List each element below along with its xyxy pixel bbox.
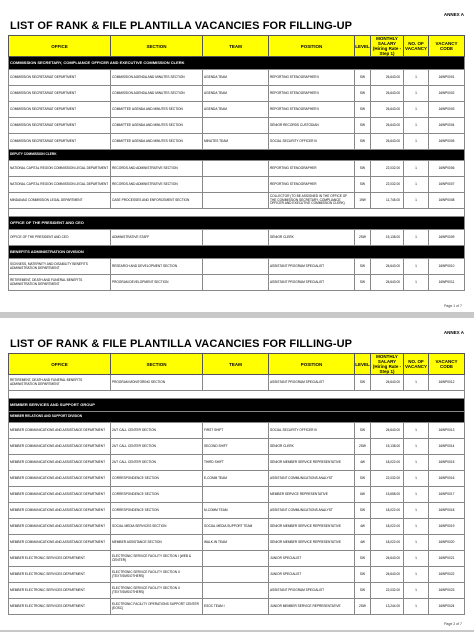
col-vacancy-count: NO. OF VACANCY	[404, 354, 429, 375]
office-cell: COMMISSION SECRETARIAT DEPARTMENT	[9, 70, 111, 86]
table-row	[9, 583, 465, 599]
position-cell: COLLECTOR (TO BE ASSIGNED IN THE OFFICE OF THE COMMISSION SECRETARY, COMPLIANCE OFFICER AND EXECUTIVE COMMISSION CLERK)	[269, 193, 355, 209]
vacancy-code-cell: 16WP0018	[429, 503, 465, 519]
vacancy-code-cell: 16WP0010	[429, 259, 465, 275]
office-cell: SICKNESS, MATERNITY AND DISABILITY BENEFITS ADMINISTRATION DEPARTMENT	[9, 259, 111, 275]
col-section: SECTION	[111, 36, 203, 57]
vacancy-count-cell: 1	[404, 487, 429, 503]
team-cell: AGENDA TEAM	[203, 102, 269, 118]
team-cell: ESOC TEAM I	[203, 599, 269, 615]
vacancy-code-cell: 16WP0009	[429, 230, 465, 246]
level-cell: SW	[355, 177, 371, 193]
salary-cell: 26,643.00	[371, 70, 404, 86]
spacer-row	[9, 391, 465, 399]
office-cell: COMMISSION SECRETARIAT DEPARTMENT	[9, 86, 111, 102]
position-cell: REPORTING STENOGRAPHER II	[269, 70, 355, 86]
office-cell: RETIREMENT, DEATH AND FUNERAL BENEFITS ADMINISTRATION DEPARTMENT	[9, 275, 111, 291]
vacancy-count-cell: 1	[404, 86, 429, 102]
vacancy-count-cell: 1	[404, 275, 429, 291]
col-office: OFFICE	[9, 36, 111, 57]
table-row	[9, 375, 465, 391]
table-row	[9, 177, 465, 193]
document-title: LIST OF RANK & FILE PLANTILLA VACANCIES FOR FILLING-UP	[10, 20, 353, 32]
level-cell: 4W	[355, 455, 371, 471]
vacancy-code-cell: 16WP0017	[429, 487, 465, 503]
position-cell: ASSISTANT PROGRAM SPECIALIST	[269, 583, 355, 599]
vacancy-code-cell: 16WP0020	[429, 535, 465, 551]
level-cell: SW	[355, 275, 371, 291]
salary-cell: 15,138.00	[371, 439, 404, 455]
team-cell: MINUTES TEAM	[203, 134, 269, 150]
table-row	[9, 70, 465, 86]
position-cell: JUNIOR MEMBER SERVICE REPRESENTATIVE	[269, 599, 355, 615]
salary-cell: 18,022.00	[371, 519, 404, 535]
salary-cell: 18,022.00	[371, 535, 404, 551]
vacancy-code-cell: 16WP0021	[429, 551, 465, 567]
vacancy-code-cell: 16WP0011	[429, 275, 465, 291]
vacancy-code-cell: 16WP0008	[429, 193, 465, 209]
level-cell: SW	[355, 70, 371, 86]
level-cell: 2SW	[355, 439, 371, 455]
section-header-row	[9, 246, 465, 259]
level-cell: SW	[355, 423, 371, 439]
table-row	[9, 551, 465, 567]
section-header: COMMISSION SECRETARY, COMPLIANCE OFFICER AND EXECUTIVE COMMISSION CLERK	[9, 57, 465, 70]
vacancy-code-cell: 16WP0019	[429, 519, 465, 535]
level-cell: SW	[355, 86, 371, 102]
section-cell: SOCIAL MEDIA SERVICES SECTION	[111, 519, 203, 535]
table-row	[9, 275, 465, 291]
table-row	[9, 259, 465, 275]
section-header: BENEFITS ADMINISTRATION DIVISION	[9, 246, 465, 259]
section-header: MEMBER SERVICES AND SUPPORT GROUP	[9, 399, 465, 412]
table-row	[9, 134, 465, 150]
section-cell: PROGRAM MONITORING SECTION	[111, 375, 203, 391]
salary-cell: 18,022.00	[371, 455, 404, 471]
vacancy-count-cell: 1	[404, 161, 429, 177]
vacancy-code-cell: 16WP0016	[429, 471, 465, 487]
team-cell: THIRD SHIFT	[203, 455, 269, 471]
team-cell	[203, 177, 269, 193]
position-cell: SENIOR CLERK	[269, 230, 355, 246]
vacancy-code-cell: 16WP0013	[429, 423, 465, 439]
vacancy-code-cell: 16WP0001	[429, 70, 465, 86]
document-page-1	[0, 0, 474, 312]
salary-cell: 11,745.00	[371, 193, 404, 209]
vacancy-code-cell: 16WP0022	[429, 567, 465, 583]
salary-cell: 22,032.00	[371, 161, 404, 177]
vacancy-code-cell: 16WP0005	[429, 134, 465, 150]
vacancy-code-cell: 16WP0002	[429, 86, 465, 102]
vacancy-table	[8, 353, 465, 615]
office-cell: COMMISSION SECRETARIAT DEPARTMENT	[9, 134, 111, 150]
table-header-row	[9, 354, 465, 375]
vacancy-code-cell: 16WP0003	[429, 102, 465, 118]
vacancy-count-cell: 1	[404, 439, 429, 455]
office-cell: MEMBER COMMUNICATIONS AND ASSISTANCE DEPARTMENT	[9, 519, 111, 535]
salary-cell: 26,643.00	[371, 118, 404, 134]
level-cell: 2SW	[355, 599, 371, 615]
col-team: TEAM	[203, 354, 269, 375]
vacancy-count-cell: 1	[404, 551, 429, 567]
position-cell: SENIOR MEMBER SERVICE REPRESENTATIVE	[269, 455, 355, 471]
table-row	[9, 471, 465, 487]
section-cell: ELECTRONIC SERVICE FACILITY SECTION II (TEXT/SMS/OTHERS)	[111, 567, 203, 583]
section-cell: COMMITTEE AGENDA AND MINUTES SECTION	[111, 118, 203, 134]
team-cell	[203, 161, 269, 177]
col-position: POSITION	[269, 354, 355, 375]
position-cell: SENIOR MEMBER SERVICE REPRESENTATIVE	[269, 519, 355, 535]
team-cell	[203, 193, 269, 209]
section-cell: RECORDS AND ADMINISTRATIVE SECTION	[111, 177, 203, 193]
section-header-row	[9, 57, 465, 70]
office-cell: NATIONAL CAPITAL REGION COMMISSION LEGAL DEPARTMENT	[9, 177, 111, 193]
salary-cell: 18,022.00	[371, 503, 404, 519]
salary-cell: 13,244.00	[371, 599, 404, 615]
section-cell: 24/7 CALL CENTER SECTION	[111, 455, 203, 471]
team-cell: AGENDA TEAM	[203, 70, 269, 86]
section-cell: CORRESPONDENCE SECTION	[111, 471, 203, 487]
section-cell: RESEARCH AND DEVELOPMENT SECTION	[111, 259, 203, 275]
team-cell: SECOND SHIFT	[203, 439, 269, 455]
vacancy-count-cell: 1	[404, 259, 429, 275]
salary-cell: 26,643.00	[371, 375, 404, 391]
position-cell: SENIOR RECORDS CUSTODIAN	[269, 118, 355, 134]
team-cell	[203, 487, 269, 503]
office-cell: MEMBER COMMUNICATIONS AND ASSISTANCE DEPARTMENT	[9, 423, 111, 439]
spacer-cell	[9, 391, 465, 399]
team-cell	[203, 230, 269, 246]
level-cell: SW	[355, 567, 371, 583]
section-cell: MEMBER ASSISTANCE SECTION	[111, 535, 203, 551]
team-cell: WALK-IN TEAM	[203, 535, 269, 551]
table-row	[9, 599, 465, 615]
level-cell: SW	[355, 375, 371, 391]
salary-cell: 22,032.00	[371, 583, 404, 599]
position-cell: MEMBER SERVICE REPRESENTATIVE	[269, 487, 355, 503]
col-salary: MONTHLY SALARY (Hiring Rate - Step 1)	[371, 36, 404, 57]
col-level: LEVEL	[355, 36, 371, 57]
vacancy-count-cell: 1	[404, 455, 429, 471]
team-cell	[203, 583, 269, 599]
position-cell: SOCIAL SECURITY OFFICER III	[269, 134, 355, 150]
office-cell: MEMBER COMMUNICATIONS AND ASSISTANCE DEPARTMENT	[9, 487, 111, 503]
table-row	[9, 567, 465, 583]
level-cell: SW	[355, 102, 371, 118]
vacancy-count-cell: 1	[404, 519, 429, 535]
col-salary: MONTHLY SALARY (Hiring Rate - Step 1)	[371, 354, 404, 375]
section-cell: CASE PROCESSES AND ENFORCEMENT SECTION	[111, 193, 203, 209]
office-cell: MEMBER COMMUNICATIONS AND ASSISTANCE DEPARTMENT	[9, 439, 111, 455]
office-cell: MEMBER COMMUNICATIONS AND ASSISTANCE DEPARTMENT	[9, 535, 111, 551]
office-cell: COMMISSION SECRETARIAT DEPARTMENT	[9, 102, 111, 118]
team-cell: M-COMM TEAM	[203, 503, 269, 519]
section-header: OFFICE OF THE PRESIDENT AND CEO	[9, 217, 465, 230]
position-cell: REPORTING STENOGRAPHER	[269, 177, 355, 193]
table-row	[9, 487, 465, 503]
position-cell: JUNIOR SPECIALIST	[269, 567, 355, 583]
table-row	[9, 118, 465, 134]
team-cell: E-COMM TEAM	[203, 471, 269, 487]
level-cell: SW	[355, 161, 371, 177]
section-cell: ELECTRONIC FACILITY OPERATIONS SUPPORT CENTER (EOSC)	[111, 599, 203, 615]
section-cell: ELECTRONIC SERVICE FACILITY SECTION II (TEXT/SMS/OTHERS)	[111, 583, 203, 599]
team-cell	[203, 551, 269, 567]
salary-cell: 26,643.00	[371, 134, 404, 150]
section-header-row	[9, 399, 465, 412]
office-cell: MEMBER ELECTRONIC SERVICES DEPARTMENT	[9, 551, 111, 567]
vacancy-code-cell: 16WP0007	[429, 177, 465, 193]
col-level: LEVEL	[355, 354, 371, 375]
team-cell: SOCIAL MEDIA SUPPORT TEAM	[203, 519, 269, 535]
section-cell: COMMITTEE AGENDA AND MINUTES SECTION	[111, 102, 203, 118]
section-cell: COMMISSION AGENDA AND MINUTES SECTION	[111, 70, 203, 86]
section-cell: CORRESPONDENCE SECTION	[111, 503, 203, 519]
office-cell: MEMBER COMMUNICATIONS AND ASSISTANCE DEPARTMENT	[9, 503, 111, 519]
salary-cell: 22,032.00	[371, 177, 404, 193]
level-cell: 4W	[355, 535, 371, 551]
vacancy-count-cell: 1	[404, 599, 429, 615]
document-title: LIST OF RANK & FILE PLANTILLA VACANCIES FOR FILLING-UP	[10, 338, 353, 350]
vacancy-count-cell: 1	[404, 230, 429, 246]
vacancy-count-cell: 1	[404, 118, 429, 134]
vacancy-code-cell: 16WP0006	[429, 161, 465, 177]
position-cell: ASSISTANT PROGRAM SPECIALIST	[269, 375, 355, 391]
page-number: Page 1 of 7	[444, 304, 462, 308]
vacancy-code-cell: 16WP0004	[429, 118, 465, 134]
section-cell: ADMINISTRATIVE STAFF	[111, 230, 203, 246]
salary-cell: 26,643.00	[371, 551, 404, 567]
team-cell: AGENDA TEAM	[203, 86, 269, 102]
level-cell: SW	[355, 259, 371, 275]
vacancy-count-cell: 1	[404, 535, 429, 551]
level-cell: SW	[355, 471, 371, 487]
section-header-row	[9, 150, 465, 161]
level-cell: SW	[355, 503, 371, 519]
level-cell: SW	[355, 118, 371, 134]
table-row	[9, 102, 465, 118]
table-row	[9, 423, 465, 439]
page-number: Page 2 of 7	[444, 622, 462, 626]
section-cell: ELECTRONIC SERVICE FACILITY SECTION I (WEB & CENTER)	[111, 551, 203, 567]
salary-cell: 26,643.00	[371, 423, 404, 439]
table-row	[9, 161, 465, 177]
position-cell: REPORTING STENOGRAPHER II	[269, 86, 355, 102]
vacancy-code-cell: 16WP0014	[429, 439, 465, 455]
vacancy-count-cell: 1	[404, 70, 429, 86]
table-header-row	[9, 36, 465, 57]
table-row	[9, 503, 465, 519]
annex-label: ANNEX A	[443, 12, 464, 17]
col-vacancy-count: NO. OF VACANCY	[404, 36, 429, 57]
office-cell: MEMBER COMMUNICATIONS AND ASSISTANCE DEPARTMENT	[9, 455, 111, 471]
team-cell: FIRST SHIFT	[203, 423, 269, 439]
spacer-cell	[9, 209, 465, 217]
table-row	[9, 535, 465, 551]
level-cell: SW	[355, 551, 371, 567]
office-cell: COMMISSION SECRETARIAT DEPARTMENT	[9, 118, 111, 134]
salary-cell: 26,643.00	[371, 102, 404, 118]
salary-cell: 26,643.00	[371, 567, 404, 583]
team-cell	[203, 118, 269, 134]
section-cell: CORRESPONDENCE SECTION	[111, 487, 203, 503]
office-cell: MINDANAO COMMISSION LEGAL DEPARTMENT	[9, 193, 111, 209]
vacancy-table	[8, 35, 465, 291]
position-cell: SOCIAL SECURITY OFFICER III	[269, 423, 355, 439]
salary-cell: 26,643.00	[371, 275, 404, 291]
col-office: OFFICE	[9, 354, 111, 375]
vacancy-count-cell: 1	[404, 423, 429, 439]
col-section: SECTION	[111, 354, 203, 375]
vacancy-count-cell: 1	[404, 471, 429, 487]
section-cell: 24/7 CALL CENTER SECTION	[111, 439, 203, 455]
position-cell: ASSISTANT PROGRAM SPECIALIST	[269, 259, 355, 275]
level-cell: 6W	[355, 487, 371, 503]
table-row	[9, 86, 465, 102]
team-cell	[203, 275, 269, 291]
position-cell: JUNIOR SPECIALIST	[269, 551, 355, 567]
vacancy-count-cell: 1	[404, 567, 429, 583]
table-row	[9, 439, 465, 455]
level-cell: SW	[355, 583, 371, 599]
level-cell: 2SW	[355, 230, 371, 246]
position-cell: REPORTING STENOGRAPHER	[269, 161, 355, 177]
level-cell: 4W	[355, 519, 371, 535]
position-cell: ASSISTANT PROGRAM SPECIALIST	[269, 275, 355, 291]
col-vacancy-code: VACANCY CODE	[429, 36, 465, 57]
section-header-row	[9, 412, 465, 423]
level-cell: 19W	[355, 193, 371, 209]
spacer-row	[9, 209, 465, 217]
team-cell	[203, 375, 269, 391]
office-cell: MEMBER ELECTRONIC SERVICES DEPARTMENT	[9, 583, 111, 599]
vacancy-count-cell: 1	[404, 503, 429, 519]
vacancy-code-cell: 16WP0015	[429, 455, 465, 471]
section-cell: COMMITTEE AGENDA AND MINUTES SECTION	[111, 134, 203, 150]
office-cell: MEMBER COMMUNICATIONS AND ASSISTANCE DEPARTMENT	[9, 471, 111, 487]
office-cell: MEMBER ELECTRONIC SERVICES DEPARTMENT	[9, 599, 111, 615]
col-position: POSITION	[269, 36, 355, 57]
section-header: MEMBER RELATIONS AND SUPPORT DIVISION	[9, 412, 465, 423]
table-row	[9, 455, 465, 471]
table-row	[9, 519, 465, 535]
vacancy-count-cell: 1	[404, 102, 429, 118]
vacancy-count-cell: 1	[404, 193, 429, 209]
col-vacancy-code: VACANCY CODE	[429, 354, 465, 375]
team-cell	[203, 567, 269, 583]
section-cell: 24/7 CALL CENTER SECTION	[111, 423, 203, 439]
salary-cell: 26,643.00	[371, 86, 404, 102]
section-cell: COMMISSION AGENDA AND MINUTES SECTION	[111, 86, 203, 102]
document-page-2	[0, 318, 474, 630]
vacancy-count-cell: 1	[404, 177, 429, 193]
salary-cell: 22,032.00	[371, 471, 404, 487]
col-team: TEAM	[203, 36, 269, 57]
position-cell: ASSISTANT COMMUNICATIONS ANALYST	[269, 471, 355, 487]
salary-cell: 15,138.00	[371, 230, 404, 246]
vacancy-code-cell: 16WP0012	[429, 375, 465, 391]
table-row	[9, 230, 465, 246]
vacancy-code-cell: 16WP0023	[429, 583, 465, 599]
vacancy-count-cell: 1	[404, 375, 429, 391]
section-header: DEPUTY COMMISSION CLERK	[9, 150, 465, 161]
office-cell: OFFICE OF THE PRESIDENT AND CEO	[9, 230, 111, 246]
office-cell: MEMBER ELECTRONIC SERVICES DEPARTMENT	[9, 567, 111, 583]
office-cell: RETIREMENT, DEATH AND FUNERAL BENEFITS ADMINISTRATION DEPARTMENT	[9, 375, 111, 391]
office-cell: NATIONAL CAPITAL REGION COMMISSION LEGAL DEPARTMENT	[9, 161, 111, 177]
position-cell: ASSISTANT COMMUNICATIONS ANALYST	[269, 503, 355, 519]
vacancy-count-cell: 1	[404, 583, 429, 599]
vacancy-count-cell: 1	[404, 134, 429, 150]
annex-label: ANNEX A	[443, 330, 464, 335]
salary-cell: 15,658.00	[371, 487, 404, 503]
section-cell: PROGRAM DEVELOPMENT SECTION	[111, 275, 203, 291]
position-cell: SENIOR CLERK	[269, 439, 355, 455]
position-cell: SENIOR MEMBER SERVICE REPRESENTATIVE	[269, 535, 355, 551]
section-header-row	[9, 217, 465, 230]
level-cell: SW	[355, 134, 371, 150]
salary-cell: 26,643.00	[371, 259, 404, 275]
team-cell	[203, 259, 269, 275]
section-cell: RECORDS AND ADMINISTRATIVE SECTION	[111, 161, 203, 177]
table-row	[9, 193, 465, 209]
vacancy-code-cell: 16WP0024	[429, 599, 465, 615]
position-cell: REPORTING STENOGRAPHER II	[269, 102, 355, 118]
